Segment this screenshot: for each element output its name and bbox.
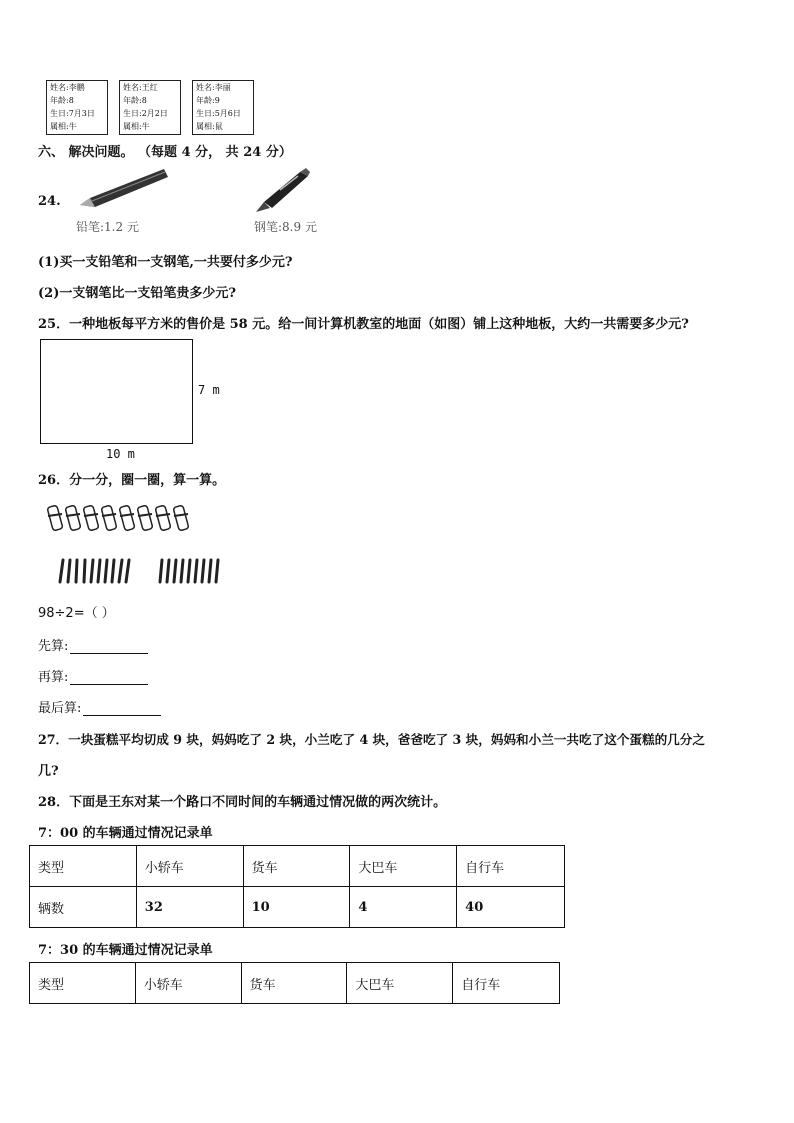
step-last-label: 最后算: [38,701,82,716]
vehicle-table-730 [29,962,560,1004]
step-second [38,666,148,685]
q28-text: 28．下面是王东对某一个路口不同时间的车辆通过情况做的两次统计。 [38,795,447,810]
table-row [30,887,565,928]
height-label: 7 m [198,383,220,397]
table-header-cell: 自行车 [453,963,560,1004]
bundle-icon [155,505,171,531]
card-zodiac: 属相:牛 [50,122,77,131]
answer-blank[interactable] [70,672,148,685]
card-zodiac: 属相:鼠 [196,122,223,131]
bundle-icon [173,505,189,531]
table-header-row [30,846,565,887]
stick-group-right [160,560,218,582]
section-title: 六、 解决问题。 （每题 4 分， 共 24 分） [38,145,292,160]
pencil-illustration [70,165,180,215]
table-header-cell: 小轿车 [135,963,241,1004]
width-label: 10 m [106,447,135,461]
card-birthday: 生日:5月6日 [196,109,241,118]
q27-line2: 几? [38,764,59,779]
vehicle-table-700 [29,845,565,928]
answer-blank[interactable] [83,703,161,716]
card-age: 年龄:9 [196,96,220,105]
step-second-label: 再算: [38,670,69,685]
stick-group-left [60,560,129,582]
table-header-cell: 小轿车 [136,846,243,887]
q24-sub2: (2)一支钢笔比一支铅笔贵多少元? [38,286,236,301]
card-birthday: 生日:2月2日 [123,109,168,118]
table-header-cell: 类型 [30,846,137,887]
info-card [46,80,108,135]
q27-line1: 27．一块蛋糕平均切成 9 块，妈妈吃了 2 块，小兰吃了 4 块，爸爸吃了 3 块，妈妈和小兰一共吃了这个蛋糕的几分之 [38,732,705,747]
step-last [38,697,161,716]
table1-title: 7：00 的车辆通过情况记录单 [38,826,213,841]
bundle-icon [119,505,135,531]
division-equation: 98÷2=（ ） [38,606,115,621]
table-header-cell: 大巴车 [347,963,453,1004]
bundle-icon [137,505,153,531]
bundle-icon [47,505,63,531]
card-zodiac: 属相:牛 [123,122,150,131]
info-card [192,80,254,135]
answer-blank[interactable] [70,641,148,654]
card-name: 姓名:李丽 [196,83,231,92]
card-name: 姓名:王红 [123,83,158,92]
table-header-cell: 大巴车 [350,846,457,887]
table-header-cell: 类型 [30,963,136,1004]
bundle-icon [83,505,99,531]
table-cell: 4 [350,887,457,928]
card-birthday: 生日:7月3日 [50,109,95,118]
table2-title: 7：30 的车辆通过情况记录单 [38,943,213,958]
table-header-row [30,963,560,1004]
pen-icon [256,168,310,212]
bundle-icon [65,505,81,531]
q24-sub1: (1)买一支铅笔和一支钢笔,一共要付多少元? [38,255,293,270]
table-cell: 辆数 [30,887,137,928]
pencil-icon [80,169,168,207]
info-card [119,80,181,135]
loose-sticks [54,556,224,586]
q25-text: 25．一种地板每平方米的售价是 58 元。给一间计算机教室的地面（如图）铺上这种地板，大约一共需要多少元? [38,317,689,332]
question-number: 24. [38,194,61,209]
table-cell: 10 [243,887,350,928]
card-age: 年龄:8 [50,96,74,105]
table-header-cell: 自行车 [457,846,565,887]
q26-text: 26．分一分，圈一圈，算一算。 [38,473,226,488]
table-header-cell: 货车 [241,963,347,1004]
pen-illustration [250,166,320,218]
stick-bundles [44,500,204,534]
pencil-price-label: 铅笔:1.2 元 [76,220,139,234]
table-cell: 32 [136,887,243,928]
step-first [38,635,148,654]
bundle-icon [101,505,117,531]
card-name: 姓名:李鹏 [50,83,85,92]
classroom-floor-rectangle [40,339,193,444]
pen-price-label: 钢笔:8.9 元 [254,220,317,234]
card-age: 年龄:8 [123,96,147,105]
table-cell: 40 [457,887,565,928]
table-header-cell: 货车 [243,846,350,887]
step-first-label: 先算: [38,639,69,654]
